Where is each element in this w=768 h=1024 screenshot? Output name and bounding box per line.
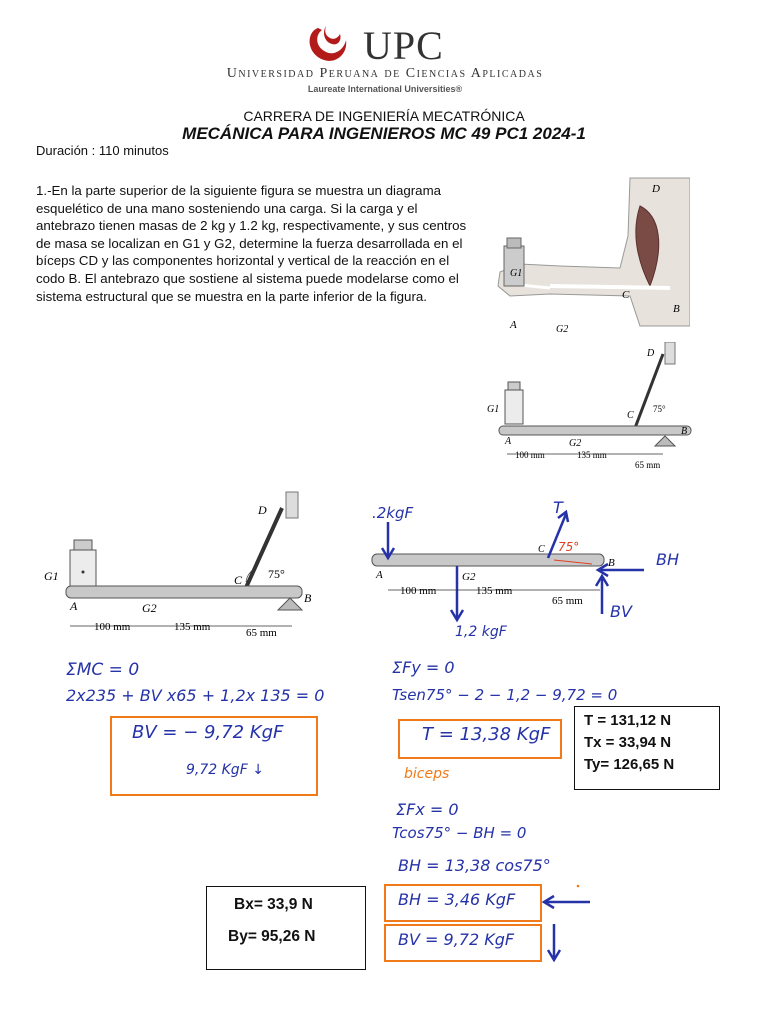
fbd-load-label: .2kgF [372,504,414,522]
sum-mc: ΣMC = 0 [66,660,140,680]
fbd-label-d2: 135 mm [476,585,513,597]
small-label-g1: G1 [487,404,500,415]
fbd-label-a: A [376,569,383,581]
fbd-label-d1: 100 mm [400,585,437,597]
small-label-d: D [647,348,655,359]
small-label-c: C [627,410,634,421]
left-label-d: D [258,503,267,517]
laureate-tagline: Laureate International Universities® [307,84,463,94]
result-tx: Tx = 33,94 N [584,734,672,751]
career-title: CARRERA DE INGENIERÍA MECATRÓNICA [243,108,525,124]
sum-fy: ΣFy = 0 [392,658,455,677]
fbd-label-c: C [538,544,545,555]
small-label-d2: 135 mm [577,450,607,460]
left-label-g1: G1 [44,569,59,583]
arm-label-b: B [673,303,680,315]
left-label-b: B [304,591,312,605]
structural-model-small [485,342,695,474]
eq-fy: Tsen75° − 2 − 1,2 − 9,72 = 0 [392,686,618,704]
bv-result: BV = − 9,72 KgF [132,722,284,743]
sum-fx: ΣFx = 0 [396,800,459,819]
logo-text: UPC [363,23,444,68]
structural-model-left [30,490,330,640]
small-label-angle: 75° [653,404,666,414]
left-label-a: A [70,599,78,613]
arm-label-d: D [652,183,660,195]
reaction-arrows [540,884,600,964]
bh-eq: BH = 13,38 cos75° [398,856,551,875]
fbd-label-b: B [608,557,615,569]
fbd-label-g2: G2 [462,571,476,583]
small-label-d3: 65 mm [635,460,661,470]
result-ty: Ty= 126,65 N [584,756,675,773]
university-name: Universidad Peruana de Ciencias Aplicadas [226,66,544,81]
result-bx: Bx= 33,9 N [234,896,313,913]
left-label-g2: G2 [142,601,157,615]
left-label-d3: 65 mm [246,627,277,639]
upc-emblem-icon [300,24,360,66]
small-label-b: B [681,426,688,437]
eq-mc: 2x235 + BV x65 + 1,2x 135 = 0 [66,686,325,705]
arm-label-c: C [622,289,630,301]
fbd-t-label: T [553,498,563,517]
biceps-note: biceps [404,766,450,782]
fbd-weight-label: 1,2 kgF [455,624,507,640]
left-label-c: C [234,573,243,587]
course-title: MECÁNICA PARA INGENIEROS MC 49 PC1 2024-1 [182,124,586,143]
left-label-angle: 75° [268,567,285,581]
duration: Duración : 110 minutos [36,143,169,158]
free-body-diagram [368,498,688,648]
fbd-bv-label: BV [610,602,632,621]
t-result: T = 13,38 KgF [422,724,551,745]
bv-final: BV = 9,72 KgF [398,930,515,949]
fbd-bh-label: BH [656,550,680,569]
problem-statement: 1.-En la parte superior de la siguiente figura se muestra un diagrama esquelético de una mano sosteniendo una carga. Si la carga y el antebrazo tienen masas de 2 kg y 1.2 kg, respectivamente, y sus centros de masa se localizan en G1 y G2, determine la fuerza desarrollada en el bíceps CD y las componentes horizontal y vertical de la reacción en el codo B. El antebrazo que sostiene al sistema puede modelarse como el sistema estructural que se muestra en la parte inferior de la figura. [36,183,467,304]
fbd-label-d3: 65 mm [552,595,583,607]
left-label-d2: 135 mm [174,621,211,633]
arm-label-a: A [510,319,517,331]
result-by: By= 95,26 N [228,928,316,945]
arm-label-g2: G2 [556,324,569,335]
eq-fx: Tcos75° − BH = 0 [392,824,527,842]
small-label-a: A [505,436,512,447]
left-label-d1: 100 mm [94,621,131,633]
small-label-d1: 100 mm [515,450,545,460]
arm-illustration [490,176,690,336]
bh-result: BH = 3,46 KgF [398,890,516,909]
arm-label-g1: G1 [510,268,523,279]
bv-note: 9,72 KgF ↓ [186,762,264,778]
fbd-angle-label: 75° [558,540,580,554]
result-t: T = 131,12 N [584,712,672,729]
small-label-g2: G2 [569,438,582,449]
